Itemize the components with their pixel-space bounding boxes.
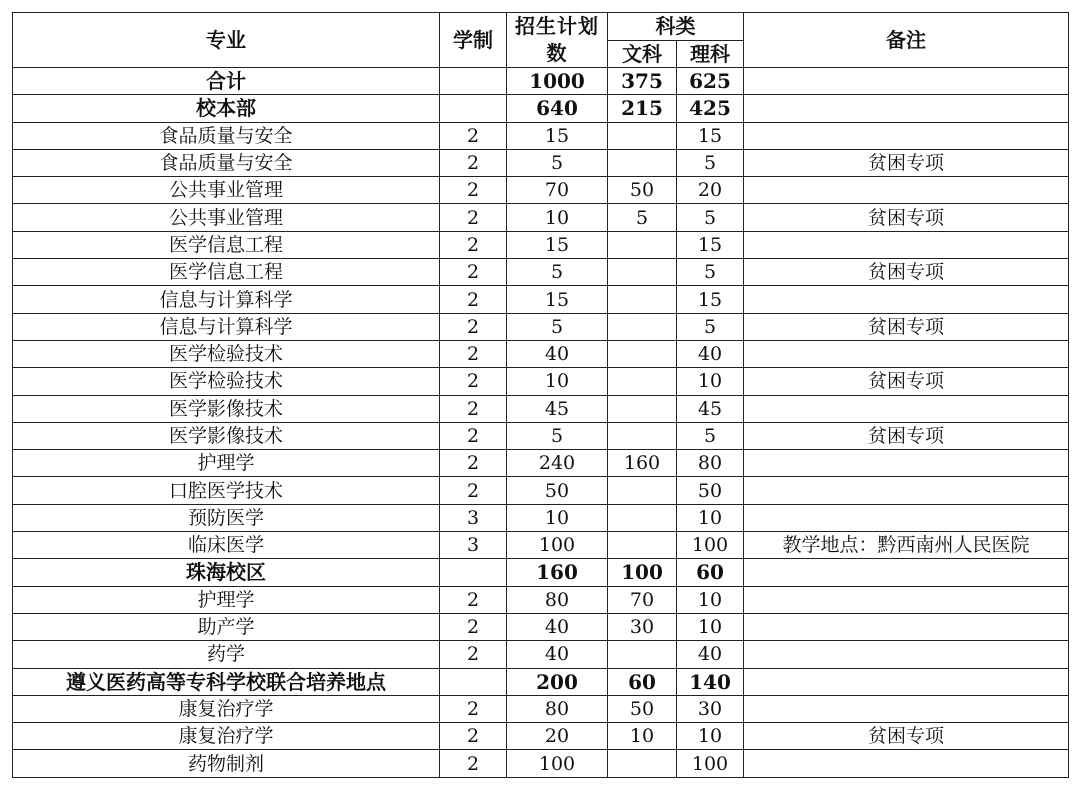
cell-arts <box>608 532 677 559</box>
cell-arts <box>608 422 677 449</box>
cell-note <box>744 231 1069 258</box>
cell-science: 80 <box>677 450 744 477</box>
cell-major: 公共事业管理 <box>13 177 440 204</box>
cell-plan: 100 <box>507 750 608 777</box>
cell-years: 2 <box>440 641 507 668</box>
cell-years: 2 <box>440 613 507 640</box>
cell-science: 5 <box>677 422 744 449</box>
header-arts: 文科 <box>608 40 677 68</box>
cell-arts <box>608 286 677 313</box>
cell-major: 校本部 <box>13 95 440 122</box>
table-row <box>13 477 1069 504</box>
cell-plan: 10 <box>507 368 608 395</box>
cell-science: 5 <box>677 313 744 340</box>
cell-years: 2 <box>440 259 507 286</box>
cell-note <box>744 395 1069 422</box>
cell-arts <box>608 122 677 149</box>
cell-arts <box>608 395 677 422</box>
cell-major: 助产学 <box>13 613 440 640</box>
cell-science: 15 <box>677 122 744 149</box>
header-years: 学制 <box>440 13 507 68</box>
cell-major: 护理学 <box>13 450 440 477</box>
cell-note <box>744 286 1069 313</box>
cell-arts <box>608 340 677 367</box>
cell-science: 50 <box>677 477 744 504</box>
cell-science: 100 <box>677 750 744 777</box>
cell-note <box>744 122 1069 149</box>
cell-arts <box>608 477 677 504</box>
cell-science: 625 <box>677 68 744 95</box>
cell-years <box>440 559 507 586</box>
cell-arts <box>608 149 677 176</box>
cell-years: 2 <box>440 477 507 504</box>
cell-note: 贫困专项 <box>744 259 1069 286</box>
cell-major: 珠海校区 <box>13 559 440 586</box>
cell-note <box>744 586 1069 613</box>
cell-major: 药物制剂 <box>13 750 440 777</box>
cell-note <box>744 68 1069 95</box>
cell-plan: 15 <box>507 286 608 313</box>
cell-major: 医学影像技术 <box>13 422 440 449</box>
cell-major: 合计 <box>13 68 440 95</box>
cell-science: 30 <box>677 695 744 722</box>
cell-arts <box>608 750 677 777</box>
cell-years: 2 <box>440 422 507 449</box>
cell-plan: 240 <box>507 450 608 477</box>
cell-note: 贫困专项 <box>744 422 1069 449</box>
table-row <box>13 259 1069 286</box>
cell-plan: 640 <box>507 95 608 122</box>
table-row <box>13 204 1069 231</box>
cell-science: 5 <box>677 149 744 176</box>
table-row <box>13 695 1069 722</box>
cell-plan: 40 <box>507 641 608 668</box>
cell-plan: 10 <box>507 204 608 231</box>
header-science: 理科 <box>677 40 744 68</box>
cell-arts: 375 <box>608 68 677 95</box>
cell-major: 公共事业管理 <box>13 204 440 231</box>
cell-plan: 10 <box>507 504 608 531</box>
cell-science: 425 <box>677 95 744 122</box>
cell-note <box>744 641 1069 668</box>
cell-science: 100 <box>677 532 744 559</box>
cell-note: 贫困专项 <box>744 149 1069 176</box>
cell-years: 2 <box>440 723 507 750</box>
cell-arts: 50 <box>608 177 677 204</box>
cell-years: 2 <box>440 177 507 204</box>
cell-note <box>744 695 1069 722</box>
cell-major: 康复治疗学 <box>13 695 440 722</box>
cell-plan: 15 <box>507 122 608 149</box>
cell-years <box>440 95 507 122</box>
cell-note <box>744 750 1069 777</box>
cell-major: 口腔医学技术 <box>13 477 440 504</box>
cell-arts: 30 <box>608 613 677 640</box>
cell-plan: 70 <box>507 177 608 204</box>
cell-arts: 60 <box>608 668 677 695</box>
cell-arts <box>608 313 677 340</box>
cell-years: 2 <box>440 204 507 231</box>
cell-plan: 1000 <box>507 68 608 95</box>
cell-arts <box>608 259 677 286</box>
cell-science: 140 <box>677 668 744 695</box>
table-row <box>13 641 1069 668</box>
header-note: 备注 <box>744 13 1069 68</box>
cell-note <box>744 177 1069 204</box>
cell-years <box>440 668 507 695</box>
cell-plan: 50 <box>507 477 608 504</box>
cell-arts: 10 <box>608 723 677 750</box>
cell-note: 教学地点：黔西南州人民医院 <box>744 532 1069 559</box>
cell-note: 贫困专项 <box>744 204 1069 231</box>
cell-years: 2 <box>440 695 507 722</box>
cell-science: 15 <box>677 286 744 313</box>
cell-note <box>744 668 1069 695</box>
cell-major: 信息与计算科学 <box>13 313 440 340</box>
cell-major: 药学 <box>13 641 440 668</box>
cell-note: 贫困专项 <box>744 368 1069 395</box>
cell-years: 2 <box>440 231 507 258</box>
table-row <box>13 586 1069 613</box>
cell-science: 45 <box>677 395 744 422</box>
cell-note <box>744 95 1069 122</box>
cell-note <box>744 613 1069 640</box>
table-row <box>13 395 1069 422</box>
table-row <box>13 286 1069 313</box>
cell-science: 10 <box>677 586 744 613</box>
cell-note <box>744 559 1069 586</box>
table-row <box>13 750 1069 777</box>
cell-major: 医学检验技术 <box>13 340 440 367</box>
cell-science: 10 <box>677 504 744 531</box>
cell-arts <box>608 231 677 258</box>
table-row <box>13 122 1069 149</box>
cell-major: 临床医学 <box>13 532 440 559</box>
cell-years: 2 <box>440 750 507 777</box>
cell-note <box>744 504 1069 531</box>
cell-science: 60 <box>677 559 744 586</box>
cell-science: 10 <box>677 368 744 395</box>
enrollment-table-container <box>12 12 1068 778</box>
cell-years: 2 <box>440 395 507 422</box>
cell-years: 3 <box>440 532 507 559</box>
cell-major: 医学影像技术 <box>13 395 440 422</box>
cell-years: 2 <box>440 122 507 149</box>
cell-plan: 80 <box>507 586 608 613</box>
table-row <box>13 177 1069 204</box>
cell-arts <box>608 368 677 395</box>
table-row <box>13 559 1069 586</box>
cell-note <box>744 340 1069 367</box>
cell-arts: 100 <box>608 559 677 586</box>
table-row <box>13 368 1069 395</box>
cell-major: 护理学 <box>13 586 440 613</box>
table-row <box>13 313 1069 340</box>
cell-major: 医学信息工程 <box>13 259 440 286</box>
header-plan <box>507 13 608 68</box>
header-major: 专业 <box>13 13 440 68</box>
cell-years: 2 <box>440 340 507 367</box>
cell-years: 2 <box>440 368 507 395</box>
cell-science: 40 <box>677 340 744 367</box>
cell-plan: 20 <box>507 723 608 750</box>
table-row <box>13 422 1069 449</box>
cell-years: 2 <box>440 586 507 613</box>
cell-years: 2 <box>440 313 507 340</box>
table-row <box>13 668 1069 695</box>
cell-plan: 15 <box>507 231 608 258</box>
table-body <box>13 68 1069 778</box>
cell-major: 医学检验技术 <box>13 368 440 395</box>
cell-note <box>744 477 1069 504</box>
cell-major: 医学信息工程 <box>13 231 440 258</box>
cell-years: 3 <box>440 504 507 531</box>
table-row <box>13 340 1069 367</box>
cell-plan: 40 <box>507 613 608 640</box>
table-row <box>13 231 1069 258</box>
table-row <box>13 149 1069 176</box>
cell-major: 康复治疗学 <box>13 723 440 750</box>
cell-science: 5 <box>677 259 744 286</box>
cell-plan: 5 <box>507 422 608 449</box>
cell-plan: 5 <box>507 149 608 176</box>
cell-major: 食品质量与安全 <box>13 122 440 149</box>
table-row <box>13 68 1069 95</box>
cell-note: 贫困专项 <box>744 313 1069 340</box>
cell-major: 食品质量与安全 <box>13 149 440 176</box>
cell-plan: 45 <box>507 395 608 422</box>
cell-years: 2 <box>440 450 507 477</box>
cell-plan: 160 <box>507 559 608 586</box>
cell-science: 10 <box>677 613 744 640</box>
cell-note: 贫困专项 <box>744 723 1069 750</box>
cell-arts <box>608 504 677 531</box>
table-row <box>13 504 1069 531</box>
cell-arts <box>608 641 677 668</box>
table-row <box>13 613 1069 640</box>
cell-major: 遵义医药高等专科学校联合培养地点 <box>13 668 440 695</box>
cell-plan: 5 <box>507 259 608 286</box>
cell-years <box>440 68 507 95</box>
cell-plan: 80 <box>507 695 608 722</box>
table-row <box>13 532 1069 559</box>
enrollment-plan-table <box>12 12 1069 778</box>
cell-science: 40 <box>677 641 744 668</box>
cell-science: 15 <box>677 231 744 258</box>
cell-science: 5 <box>677 204 744 231</box>
cell-years: 2 <box>440 149 507 176</box>
cell-years: 2 <box>440 286 507 313</box>
cell-note <box>744 450 1069 477</box>
table-row <box>13 450 1069 477</box>
cell-arts: 70 <box>608 586 677 613</box>
cell-plan: 40 <box>507 340 608 367</box>
cell-arts: 50 <box>608 695 677 722</box>
cell-plan: 200 <box>507 668 608 695</box>
cell-arts: 215 <box>608 95 677 122</box>
header-category: 科类 <box>608 13 744 41</box>
cell-science: 10 <box>677 723 744 750</box>
cell-arts: 160 <box>608 450 677 477</box>
cell-plan: 5 <box>507 313 608 340</box>
cell-major: 预防医学 <box>13 504 440 531</box>
cell-plan: 100 <box>507 532 608 559</box>
cell-major: 信息与计算科学 <box>13 286 440 313</box>
header-row-top <box>13 13 1069 41</box>
header-plan-text: 招生计划数 <box>515 14 599 65</box>
table-row <box>13 95 1069 122</box>
cell-science: 20 <box>677 177 744 204</box>
table-row <box>13 723 1069 750</box>
cell-arts: 5 <box>608 204 677 231</box>
